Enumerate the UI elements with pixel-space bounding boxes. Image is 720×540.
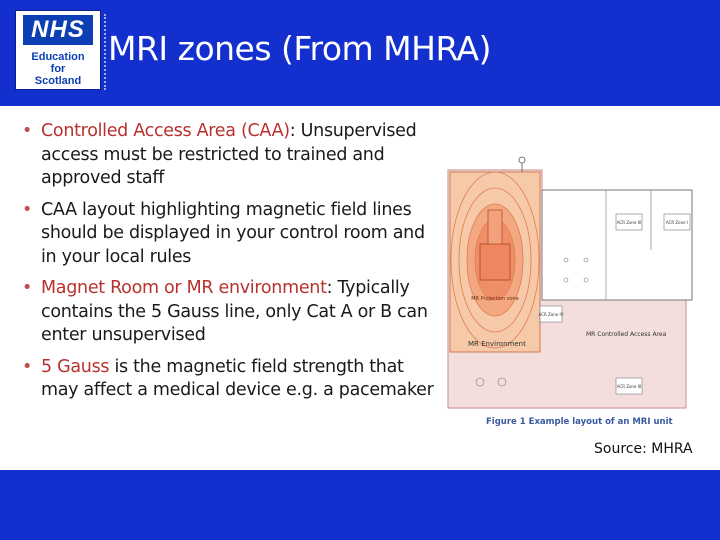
bullet-item: • Magnet Room or MR environment: Typically contains the 5 Gauss line, only Cat A or B can enter unsupervised xyxy=(22,278,428,345)
logo-line-2: for xyxy=(50,63,66,75)
acr-zone-3-label: ACR Zone III xyxy=(616,220,642,225)
nhs-logo xyxy=(15,10,101,90)
acr-zone-4-label: ACR Zone IV xyxy=(538,312,564,317)
slide-title: MRI zones (From MHRA) xyxy=(108,29,491,68)
bullet-highlight: Controlled Access Area (CAA) xyxy=(41,121,290,141)
logo-line-1: Education xyxy=(31,51,85,63)
nhs-logo-mark: NHS xyxy=(23,15,93,45)
bullet-highlight: Magnet Room or MR environment xyxy=(41,278,327,298)
bullet-item: • Controlled Access Area (CAA): Unsupervised access must be restricted to trained and approved staff xyxy=(22,121,417,188)
controlled-area-label: MR Controlled Access Area xyxy=(586,331,667,338)
mr-environment-label: MR Environment xyxy=(468,340,526,348)
footer-bar xyxy=(0,470,720,540)
bullet-list xyxy=(22,120,442,411)
bullet-highlight: 5 Gauss xyxy=(41,356,110,377)
bullet-text: : Typically contains the 5 Gauss line, only Cat A or B can enter unsupervised xyxy=(41,278,428,345)
logo-line-3: Scotland xyxy=(34,75,82,87)
bullet-text: CAA layout highlighting magnetic field lines should be displayed in your control room and in your local rules xyxy=(41,199,425,267)
magnet-label: MR Projection zone xyxy=(471,296,519,302)
figure-caption: Figure 1 Example layout of an MRI unit xyxy=(486,417,673,427)
acr-zone-3b-label: ACR Zone III xyxy=(616,384,642,389)
header-bar xyxy=(0,0,720,106)
acr-zone-1-label: ACR Zone I xyxy=(665,220,689,225)
source-credit: Source: MHRA xyxy=(594,441,693,457)
mri-layout-figure xyxy=(446,150,700,428)
bullet-text: is the magnetic field strength that may affect a medical device e.g. a pacemaker xyxy=(41,356,434,400)
bullet-text: : Unsupervised access must be restricted to trained and approved staff xyxy=(41,121,417,188)
bullet-item: • CAA layout highlighting magnetic field lines should be displayed in your control room and in your local rules xyxy=(22,199,425,267)
bullet-item: • 5 Gauss is the magnetic field strength that may affect a medical device e.g. a pacemaker xyxy=(22,356,434,400)
